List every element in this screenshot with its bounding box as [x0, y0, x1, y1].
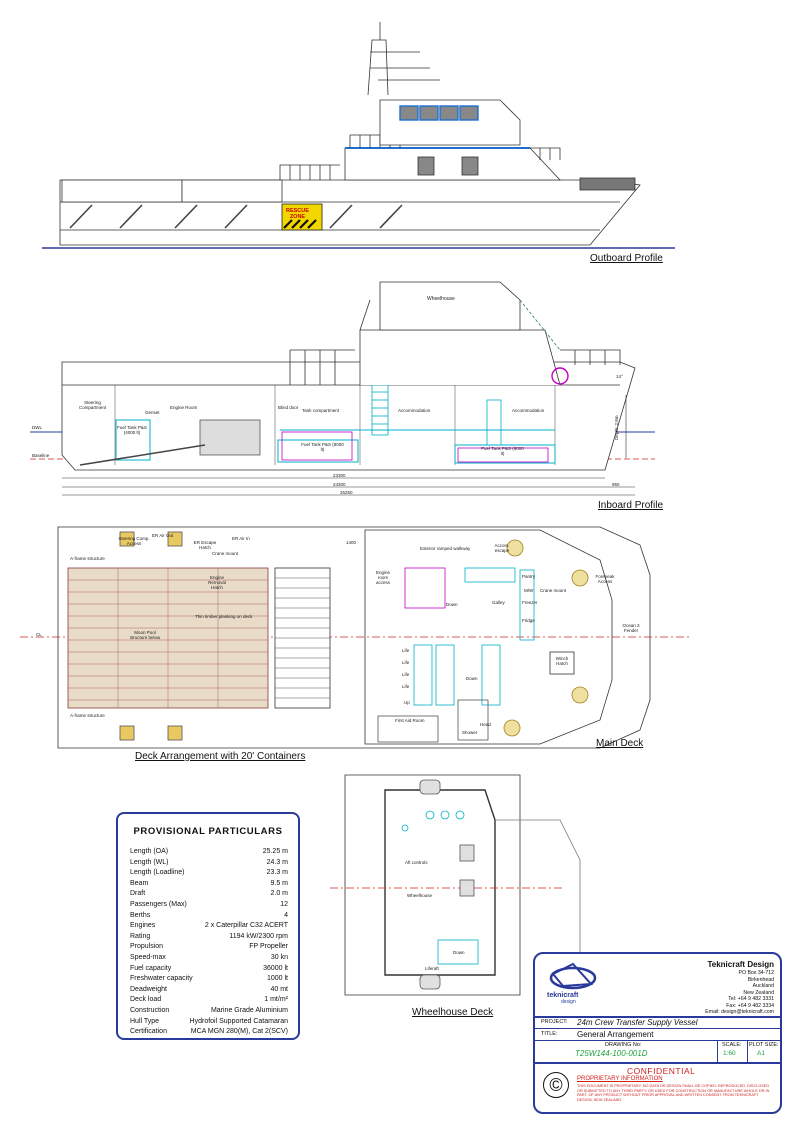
wheelhouse-down-label: Down	[453, 950, 465, 955]
dim-23300: 23300	[333, 473, 346, 478]
title-block	[533, 952, 782, 1114]
title-label: TITLE:	[541, 1031, 558, 1037]
particular-key: Freshwater capacity	[130, 975, 193, 983]
scale-label: SCALE:	[722, 1042, 742, 1048]
particular-key: Fuel capacity	[130, 964, 172, 972]
particular-value: 36000 lt	[263, 964, 288, 972]
particular-value: 23.3 m	[266, 869, 288, 877]
address-line: New Zealand	[743, 989, 774, 996]
pantry-label: Pantry	[522, 574, 536, 579]
particular-key: Rating	[130, 932, 151, 940]
a-frame-bottom-label: A-frame structure	[70, 713, 105, 718]
particular-value: 1194 kW/2300 rpm	[229, 932, 288, 940]
dim-1400: 1400	[346, 540, 357, 545]
galley-label: Galley	[492, 600, 505, 605]
particular-value: 9.5 m	[270, 879, 288, 887]
engine-room-label: Engine Room	[170, 405, 198, 410]
teknicraft-logo	[543, 960, 603, 1006]
er-escape-label: ER Escape Hatch	[193, 540, 217, 550]
particular-key: Deadweight	[130, 985, 167, 993]
depth-label: Depth: 2.8m	[614, 415, 619, 440]
project-label: PROJECT:	[541, 1019, 568, 1025]
accom-escape-label: Accom. escape	[494, 543, 510, 553]
logo-text: teknicraft	[547, 992, 579, 999]
proprietary-label: PROPRIETARY INFORMATION	[577, 1076, 663, 1082]
particular-value: 1000 lt	[266, 975, 288, 983]
particular-key: Length (WL)	[130, 858, 169, 866]
wheelhouse-label: Wheelhouse	[427, 296, 455, 302]
particular-value: 2 x Caterpillar C32 ACERT	[204, 922, 288, 930]
particular-value: 4	[284, 911, 288, 919]
engine-removal-label: Engine Removal Hatch	[208, 575, 226, 590]
deck-arrangement-title: Deck Arrangement with 20' Containers	[135, 751, 306, 762]
disclaimer-text: THIS DOCUMENT IS PROPRIETARY. NO DATA OR DESIGN SHALL BE COPIED, REPRODUCED, DISCLOSED OR SUBMITTED TO ANY THIRD PARTY, OR USED FOR CONSTRUCTION OR MANUFACTURE WHOLE OR IN PART, OF ANY PRODUCT WITHOUT PRIOR APPROVAL AND WRITTEN CONSENT FROM TEKNICRAFT DESIGN, NEW ZEALAND	[577, 1084, 770, 1102]
genset-label: Genset	[145, 410, 160, 415]
blind-door-label: Blind door	[278, 405, 299, 410]
accommodation-1-label: Accommodation	[398, 408, 431, 413]
dim-24300: 24300	[333, 482, 346, 487]
particular-key: Speed-max	[130, 954, 166, 961]
project-name: 24m Crew Transfer Supply Vessel	[577, 1018, 698, 1027]
particular-key: Propulsion	[130, 943, 164, 951]
first-aid-label: First Aid Room	[395, 718, 425, 723]
rescue-zone-label: RESCUE ZONE	[286, 208, 309, 220]
dim-25250: 25250	[340, 490, 353, 495]
outboard-profile-title: Outboard Profile	[590, 253, 663, 264]
microwave-label: M/W	[524, 588, 534, 593]
fuel-tank-mid-label: Fuel Tank P&S (8000 lt)	[301, 442, 344, 452]
particular-value: 2.0 m	[270, 890, 288, 898]
liferaft-label: Liferaft	[425, 966, 439, 971]
aft-controls-label: Aft controls	[405, 860, 428, 865]
particular-key: Construction	[130, 1007, 170, 1014]
timber-label: Thin timber planking on deck	[195, 614, 253, 619]
fuel-tank-aft-label: Fuel Tank P&S (4000 lt)	[117, 425, 147, 435]
company-name: Teknicraft Design	[707, 960, 774, 969]
steering-access-label: Steering Comp. Access	[118, 536, 150, 546]
er-air-in-label: ER Air In	[232, 536, 250, 541]
particular-value: 30 kn	[270, 954, 288, 961]
particular-key: Beam	[130, 879, 149, 887]
divider	[717, 1040, 718, 1062]
life-2-label: Life	[402, 660, 410, 665]
address-line: Birkenhead	[747, 976, 774, 983]
inboard-profile-title: Inboard Profile	[598, 500, 664, 511]
freezer-label: Freezer	[522, 600, 538, 605]
copyright-icon: ©	[543, 1072, 569, 1098]
particular-value: 1 mt/m²	[264, 996, 288, 1004]
particular-value: 40 mt	[270, 985, 288, 993]
particular-key: Engines	[130, 922, 156, 930]
baseline-label: Baseline	[32, 453, 50, 458]
deck-plan	[20, 527, 690, 748]
plot-size-value: A1	[757, 1050, 765, 1057]
dim-950: 950	[612, 482, 620, 487]
angle-label: 14°	[616, 374, 623, 379]
fridge-label: Fridge	[522, 618, 535, 623]
address-line: PO Box 34-712	[738, 970, 774, 976]
particulars-table	[116, 812, 300, 1040]
particulars-row	[130, 1028, 288, 1040]
particular-value: FP Propeller	[249, 943, 288, 951]
particular-key: Length (Loadline)	[130, 869, 185, 877]
confidential-label: CONFIDENTIAL	[627, 1066, 696, 1076]
particular-value: Hydrofoil Supported Catamaran	[189, 1017, 288, 1025]
company-address	[705, 970, 774, 1016]
dwl-label: DWL	[32, 425, 42, 430]
plot-size-label: PLOT SIZE:	[749, 1042, 779, 1048]
particular-value: MCA MGN 280(M), Cat 2(SCV)	[190, 1028, 288, 1036]
ocean-fender-label: Ocean 3 Fender	[622, 623, 640, 633]
divider	[535, 1028, 780, 1029]
crane-mount-aft-label: Crane mount	[212, 551, 239, 556]
shower-label: Shower	[462, 730, 478, 735]
address-line: Fax: +64 9 482 3334	[726, 1002, 774, 1009]
address-line: Auckland	[752, 983, 774, 989]
winch-hatch-label: Winch Hatch	[555, 656, 569, 666]
centreline-label: CL	[36, 632, 42, 637]
forepeak-label: Forepeak Access	[595, 574, 615, 584]
inboard-profile	[30, 282, 655, 495]
life-3-label: Life	[402, 672, 410, 677]
moon-pool-label: Moon Pool structure below	[129, 630, 161, 640]
address-line: Tel: +64 9 482 3331	[728, 996, 774, 1002]
life-1-label: Life	[402, 648, 410, 653]
down-1-label: Down	[446, 602, 458, 607]
wheelhouse-deck-label: Wheelhouse	[407, 893, 433, 898]
a-frame-top-label: A-frame structure	[70, 556, 105, 561]
engine-room-access-label: Engine room access	[375, 570, 390, 585]
main-deck-title: Main Deck	[596, 738, 644, 749]
er-air-out-label: ER Air Out	[152, 533, 174, 538]
fuel-tank-fwd-label: Fuel Tank P&S (6000 lt)	[481, 446, 524, 456]
divider	[747, 1040, 748, 1062]
steering-compartment-label: Steering Compartment	[78, 400, 107, 410]
drawing-number: T25W144-100-001D	[575, 1049, 648, 1058]
particular-key: Passengers (Max)	[130, 901, 187, 908]
head-label: Head	[480, 722, 491, 727]
particulars-title: PROVISIONAL PARTICULARS	[133, 826, 283, 837]
particular-key: Certification	[130, 1028, 167, 1036]
divider	[535, 1062, 780, 1064]
divider	[535, 1040, 780, 1041]
particular-value: 24.3 m	[266, 858, 288, 866]
particular-key: Hull Type	[130, 1017, 160, 1025]
scale-value: 1:60	[723, 1050, 736, 1057]
crane-mount-fwd-label: Crane mount	[540, 588, 567, 593]
particular-key: Berths	[130, 911, 151, 919]
particular-key: Length (OA)	[130, 848, 169, 855]
particular-value: Marine Grade Aluminium	[210, 1007, 288, 1014]
walkway-label: Exterior ramped walkway	[420, 546, 471, 551]
wheelhouse-deck-title: Wheelhouse Deck	[412, 1007, 494, 1018]
drawing-no-label: DRAWING No:	[605, 1042, 642, 1048]
tank-compartment-label: Tank compartment	[302, 408, 340, 413]
logo-sub: design	[561, 999, 576, 1005]
up-label: Up	[404, 700, 410, 705]
down-2-label: Down	[466, 676, 478, 681]
outboard-profile	[42, 22, 675, 248]
address-line: Email: design@teknicraft.com	[705, 1009, 774, 1015]
particular-value: 25.25 m	[262, 848, 288, 855]
particular-key: Deck load	[130, 996, 162, 1004]
particular-key: Draft	[130, 890, 146, 898]
particular-value: 12	[280, 901, 288, 908]
drawing-title: General Arrangement	[577, 1030, 654, 1039]
life-4-label: Life	[402, 684, 410, 689]
accommodation-2-label: Accommodation	[512, 408, 545, 413]
